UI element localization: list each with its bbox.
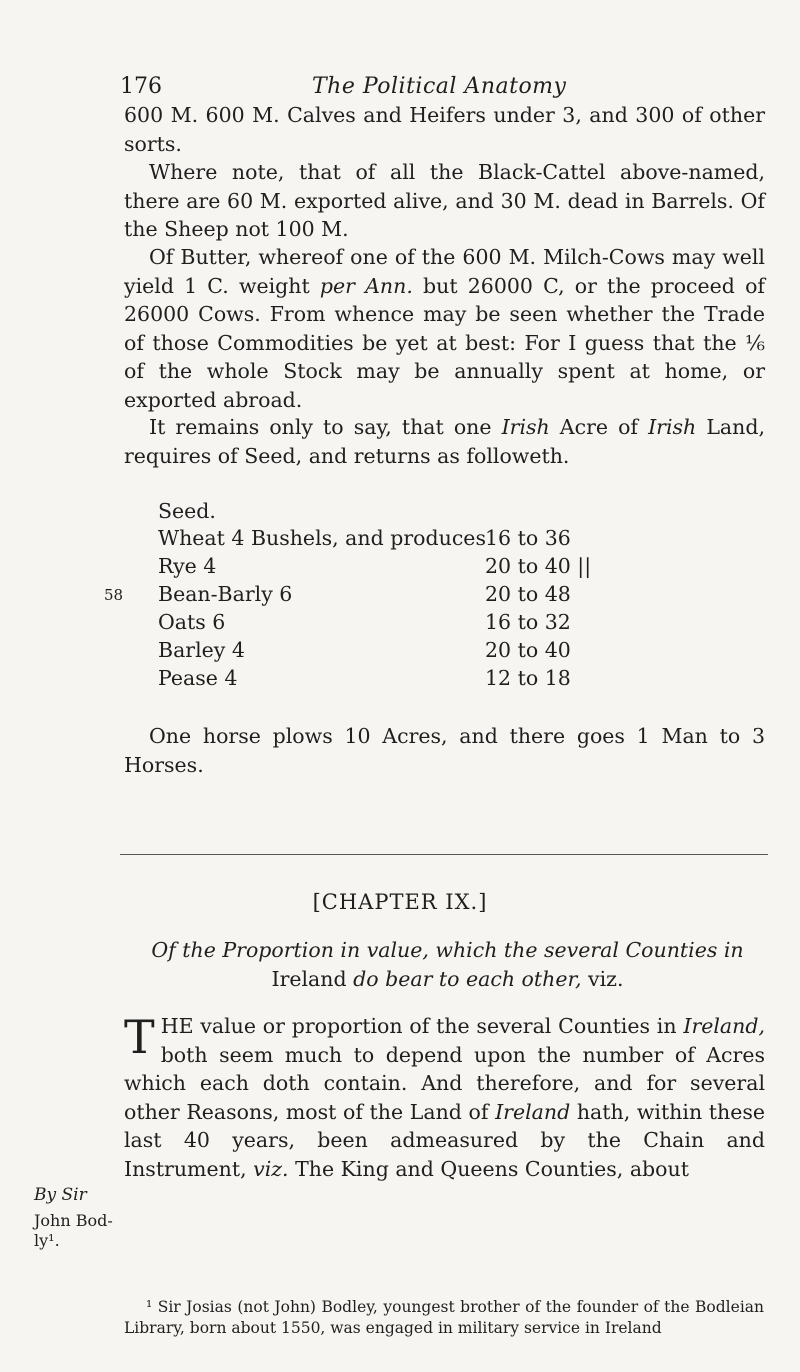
seed-row-value: 16 to 32 — [485, 610, 571, 634]
chapter-body-text-a: HE value or proportion of the several Counties in — [160, 1014, 684, 1038]
seed-row-value: 12 to 18 — [485, 666, 571, 690]
chapter-subtitle-italic-2: do bear to each other, — [353, 966, 582, 991]
chapter-body — [124, 1012, 765, 1183]
seed-row — [158, 554, 738, 582]
paragraph-calves-text: 600 M. 600 M. Calves and Heifers under 3, and 300 of other sorts. — [124, 103, 765, 156]
seed-row — [158, 526, 738, 554]
paragraph-calves — [124, 101, 765, 158]
seed-table-heading: Seed. — [158, 499, 216, 523]
paragraph-irish-acre-italic-2: Irish — [648, 415, 697, 439]
drop-cap: T — [124, 1010, 155, 1064]
section-divider — [120, 854, 768, 855]
chapter-body-italic-2: Ireland — [495, 1099, 571, 1124]
paragraph-irish-acre-text-a: It remains only to say, that one — [149, 415, 502, 439]
paragraph-butter-text-a: Of Butter, whereof one of the 600 M. Milch-Cows may well yield 1 C. weight — [124, 245, 765, 298]
seed-row-value: 20 to 48 — [485, 582, 571, 606]
margin-page-ref: 58 — [104, 586, 124, 604]
chapter-body-text-c: hath, within these last 40 years, been admeasured by the Chain and Instrument, — [124, 1099, 765, 1181]
seed-row-label: Oats 6 — [158, 610, 226, 634]
chapter-body-text-b: both seem much to depend upon the number of Acres which each doth contain. And therefore, and for several other Reasons, most of the Land of — [124, 1042, 765, 1124]
chapter-body-text-d: The King and Queens Counties, about — [288, 1156, 689, 1181]
page-number: 176 — [120, 74, 162, 99]
chapter-subtitle — [150, 936, 745, 993]
paragraph-butter — [124, 243, 765, 414]
seed-row-label: Rye 4 — [158, 554, 217, 578]
chapter-subtitle-roman-2: viz. — [581, 966, 624, 991]
paragraph-butter-italic: per Ann. — [319, 273, 413, 298]
seed-row-label: Pease 4 — [158, 666, 238, 690]
chapter-subtitle-italic-1: Of the Proportion in value, which the several Counties in — [151, 938, 744, 962]
seed-row-label: Wheat 4 Bushels, and produces — [158, 526, 486, 550]
chapter-heading: [CHAPTER IX.] — [312, 890, 488, 914]
seed-row — [158, 638, 738, 666]
paragraph-cattle-exports-text: Where note, that of all the Black-Cattel above-named, there are 60 M. exported alive, and 30 M. dead in Barrels. Of the Sheep not 100 M. — [124, 160, 765, 241]
seed-row-label: Bean-Barly 6 — [158, 582, 293, 606]
seed-row-label: Barley 4 — [158, 638, 245, 662]
chapter-subtitle-roman-1: Ireland — [271, 966, 354, 991]
paragraph-irish-acre — [124, 413, 765, 470]
chapter-body-italic-3: viz. — [253, 1156, 289, 1181]
paragraph-irish-acre-text-b: Acre of — [549, 415, 649, 439]
seed-row — [158, 666, 738, 694]
seed-row-value: 20 to 40 || — [485, 554, 592, 578]
paragraph-irish-acre-italic-1: Irish — [501, 415, 550, 439]
paragraph-cattle-exports — [124, 158, 765, 244]
paragraph-horses-text: One horse plows 10 Acres, and there goes 1 Man to 3 Horses. — [124, 724, 765, 777]
running-title: The Political Anatomy — [312, 74, 567, 99]
seed-row — [158, 610, 738, 638]
chapter-body-italic-1: Ireland, — [683, 1014, 765, 1038]
margin-note-line-2: John Bod- — [34, 1211, 113, 1230]
paragraph-horses — [124, 722, 765, 779]
paragraph-irish-acre-text-c: Land, requires of Seed, and returns as followeth. — [124, 415, 765, 468]
margin-note-line-1: By Sir — [34, 1185, 87, 1205]
paragraph-butter-text-b: but 26000 C, or the proceed of 26000 Cows. From whence may be seen whether the Trade of those Commodities be yet at best: For I guess that the ⅙ of the whole Stock may be annually spent at home, or exported abroad. — [124, 273, 766, 412]
seed-row — [158, 582, 738, 610]
seed-row-value: 16 to 36 — [485, 526, 571, 550]
seed-row-value: 20 to 40 — [485, 638, 571, 662]
footnote: ¹ Sir Josias (not John) Bodley, youngest brother of the founder of the Bodleian Library, born about 1550, was engaged in military service in Ireland — [124, 1298, 764, 1337]
margin-note-line-3: ly¹. — [34, 1231, 60, 1250]
